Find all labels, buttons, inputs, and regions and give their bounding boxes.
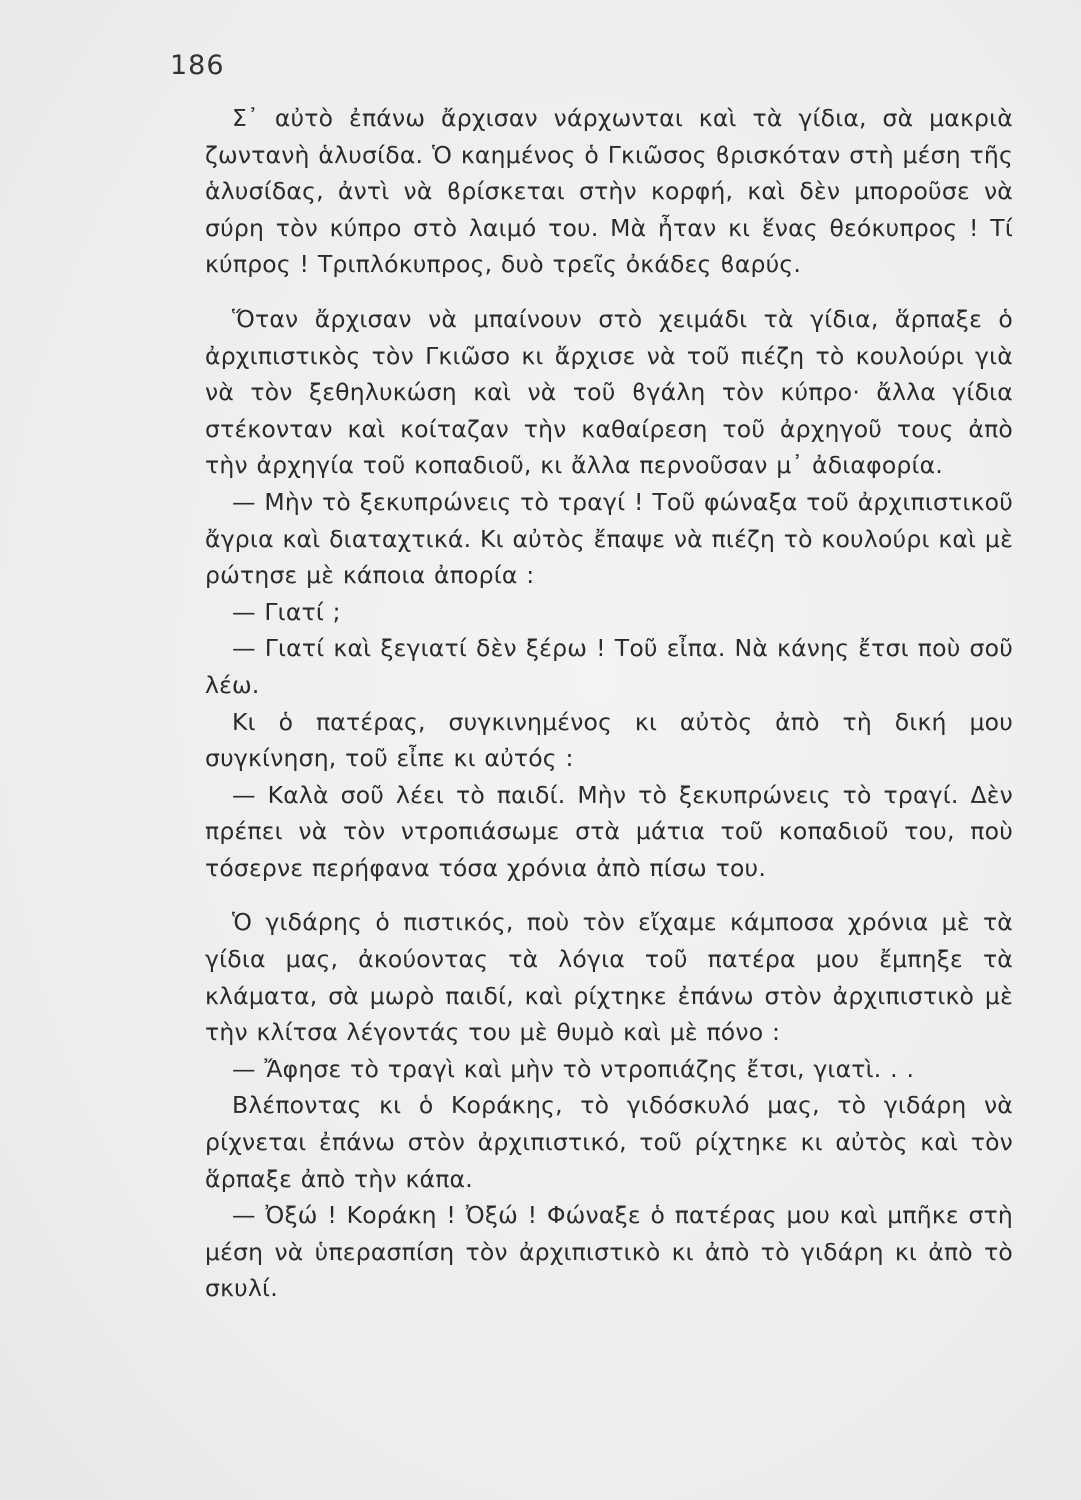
paragraph-11: — Ὀξώ ! Κοράκη ! Ὀξώ ! Φώναξε ὁ πατέρας μου καὶ μπῆκε στὴ μέση νὰ ὑπερασπίση τὸν ἀρχιπιστικὸ κι ἀπὸ τὸ γιδάρη κι ἀπὸ τὸ σκυλί. (205, 1201, 1013, 1303)
paragraph-7: — Καλὰ σοῦ λέει τὸ παιδί. Μὴν τὸ ξεκυπρώνεις τὸ τραγί. Δὲν πρέπει νὰ τὸν ντροπιάσωμε στὰ μάτια τοῦ κοπαδιοῦ του, ποὺ τόσερνε περήφανα τόσα χρόνια ἀπὸ πίσω του. (205, 780, 1013, 882)
paragraph-2: Ὅταν ἄρχισαν νὰ μπαίνουν στὸ χειμάδι τὰ γίδια, ἅρπαξε ὁ ἀρχιπιστικὸς τὸν Γκιῶσο κι ἄρχισε νὰ τοῦ πιέζη τὸ κουλούρι γιὰ νὰ τὸν ξεθηλυκώση καὶ νὰ τοῦ ϐγάλη τὸν κύπρο· ἄλλα γίδια στέκονταν καὶ κοίταζαν τὴν καθαίρεση τοῦ ἀρχηγοῦ τους ἀπὸ τὴν ἀρχηγία τοῦ κοπαδιοῦ, κι ἄλλα περνοῦσαν μ᾿ ἀδιαφορία. (205, 304, 1013, 480)
paragraph-8: Ὁ γιδάρης ὁ πιστικός, ποὺ τὸν εἴχαμε κάμποσα χρόνια μὲ τὰ γίδια μας, ἀκούοντας τὰ λόγια τοῦ πατέρα μου ἔμπηξε τὰ κλάματα, σὰ μωρὸ παιδί, καὶ ρίχτηκε ἐπάνω στὸν ἀρχιπιστικὸ μὲ τὴν κλίτσα λέγοντάς του μὲ θυμὸ καὶ μὲ πόνο : (205, 908, 1013, 1047)
paragraph-5: — Γιατί καὶ ξεγιατί δὲν ξέρω ! Τοῦ εἶπα. Νὰ κάνης ἔτσι ποὺ σοῦ λέω. (205, 634, 1013, 699)
paragraph-10: Βλέποντας κι ὁ Κοράκης, τὸ γιδόσκυλό μας, τὸ γιδάρη νὰ ρίχνεται ἐπάνω στὸν ἀρχιπιστικό, τοῦ ρίχτηκε κι αὐτὸς καὶ τὸν ἅρπαξε ἀπὸ τὴν κάπα. (205, 1091, 1013, 1193)
paragraph-4: — Γιατί ; (232, 597, 341, 626)
page-number: 186 (170, 50, 225, 81)
body-text (205, 100, 1013, 1307)
paragraph-1: Σ᾿ αὐτὸ ἐπάνω ἄρχισαν νάρχωνται καὶ τὰ γίδια, σὰ μακριὰ ζωντανὴ ἁλυσίδα. Ὁ καημένος ὁ Γκιῶσος ϐρισκόταν στὴ μέση τῆς ἁλυσίδας, ἀντὶ νὰ ϐρίσκεται στὴν κορφή, καὶ δὲν μποροῦσε νὰ σύρη τὸν κύπρο στὸ λαιμό του. Μὰ ἦταν κι ἕνας θεόκυπρος ! Τί κύπρος ! Τριπλόκυπρος, δυὸ τρεῖς ὀκάδες ϐαρύς. (205, 104, 1013, 279)
paragraph-6: Κι ὁ πατέρας, συγκινημένος κι αὐτὸς ἀπὸ τὴ δική μου συγκίνηση, τοῦ εἶπε κι αὐτός : (205, 707, 1013, 773)
paragraph-3: — Μὴν τὸ ξεκυπρώνεις τὸ τραγί ! Τοῦ φώναξα τοῦ ἀρχιπιστικοῦ ἄγρια καὶ διαταχτικά. Κι αὐτὸς ἔπαψε νὰ πιέζη τὸ κουλούρι καὶ μὲ ρώτησε μὲ κάποια ἀπορία : (205, 487, 1013, 590)
paragraph-9: — Ἄφησε τὸ τραγὶ καὶ μὴν τὸ ντροπιάζης ἔτσι, γιατὶ. . . (232, 1054, 915, 1083)
